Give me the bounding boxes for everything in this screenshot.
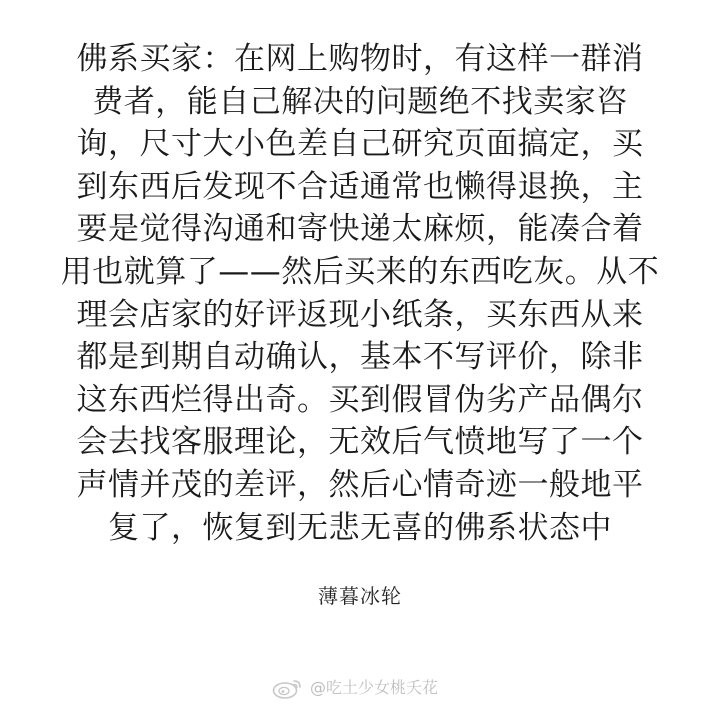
text-line: 费者，能自己解决的问题绝不找卖家咨 <box>92 83 628 120</box>
text-line: 佛系买家：在网上购物时，有这样一群消 <box>76 41 644 77</box>
watermark-handle: @吃土少女桃夭花 <box>310 678 439 697</box>
author-signature: 薄暮冰轮 <box>318 584 402 608</box>
text-line: 用也就算了——然后买来的东西吃灰。从不 <box>60 253 660 290</box>
text-line: 到东西后发现不合适通常也懒得退换，主 <box>76 168 644 205</box>
text-line: 声情并茂的差评，然后心情奇迹一般地平 <box>76 466 644 503</box>
text-line: 要是觉得沟通和寄快递太麻烦，能凑合着 <box>76 211 644 248</box>
text-line: 这东西烂得出奇。买到假冒伪劣产品偶尔 <box>76 381 644 418</box>
main-paragraph <box>60 38 660 549</box>
text-line: 都是到期自动确认，基本不写评价，除非 <box>76 339 644 376</box>
weibo-watermark <box>272 676 438 700</box>
text-line: 会去找客服理论，无效后气愤地写了一个 <box>76 424 644 461</box>
weibo-icon <box>272 677 304 699</box>
text-line: 理会店家的好评返现小纸条，买东西从来 <box>76 296 644 333</box>
text-line: 询，尺寸大小色差自己研究页面搞定，买 <box>76 126 644 163</box>
text-line: 复了，恢复到无悲无喜的佛系状态中 <box>108 509 612 546</box>
